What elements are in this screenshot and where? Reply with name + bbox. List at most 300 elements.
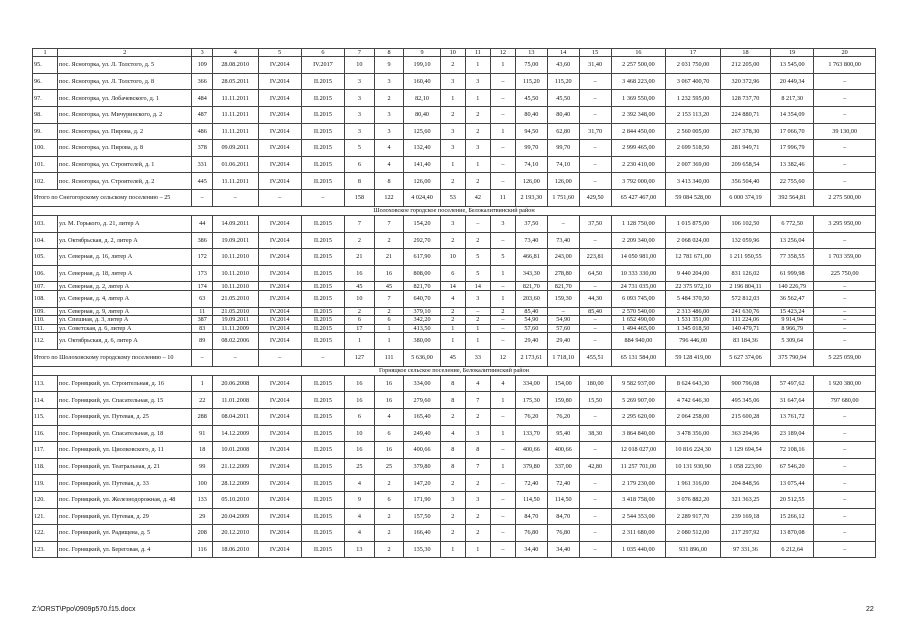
table-cell: IV.2014 <box>258 57 301 74</box>
table-body <box>33 49 876 558</box>
table-cell: 09.09.2011 <box>212 140 258 157</box>
table-cell: 223,81 <box>579 249 611 266</box>
table-cell: 16 <box>374 392 404 409</box>
table-cell: 13 256,04 <box>771 232 814 249</box>
table-cell: II.2015 <box>301 442 344 459</box>
table-cell: 2 <box>374 232 404 249</box>
table-cell: 821,70 <box>515 282 547 291</box>
table-cell: 2 068 024,00 <box>666 232 721 249</box>
table-cell: 10.01.2008 <box>212 442 258 459</box>
address-cell: пос. Ясногорка, ул. Лобачевского, д. 1 <box>58 90 192 107</box>
table-cell: 9 <box>374 57 404 74</box>
address-cell: пос. Ясногорка, ул. Л. Толстого, д. 5 <box>58 57 192 74</box>
table-cell: 21 <box>374 249 404 266</box>
table-cell: 2 080 512,00 <box>666 525 721 542</box>
table-cell: 2 560 005,00 <box>666 123 721 140</box>
table-cell: 2 999 465,00 <box>611 140 666 157</box>
subtotal-row <box>33 189 876 206</box>
table-cell: 2 <box>440 316 465 325</box>
table-cell: 85,40 <box>579 307 611 316</box>
table-cell: 8 217,30 <box>771 90 814 107</box>
table-cell: II.2015 <box>301 324 344 333</box>
table-cell: 4 <box>345 525 375 542</box>
table-cell: – <box>579 232 611 249</box>
table-cell: 11.11.2011 <box>212 106 258 123</box>
table-cell: 2 <box>440 232 465 249</box>
table-cell: 267 378,30 <box>720 123 770 140</box>
table-cell: 884 940,00 <box>611 333 666 350</box>
table-cell: 3 067 400,70 <box>666 73 721 90</box>
table-cell: II.2015 <box>301 156 344 173</box>
table-cell: 7 <box>465 392 490 409</box>
table-cell: 486 <box>192 123 213 140</box>
table-cell: 154,20 <box>404 215 440 232</box>
table-cell: 2 570 540,00 <box>611 307 666 316</box>
table-cell: II.2015 <box>301 525 344 542</box>
address-cell: пос. Ясногорка, ул. Мичуринского, д. 2 <box>58 106 192 123</box>
table-cell: 2 <box>465 525 490 542</box>
table-cell: 2 <box>374 508 404 525</box>
table-row <box>33 215 876 232</box>
table-cell: 20.04.2009 <box>212 508 258 525</box>
table-cell: 10.11.2010 <box>212 265 258 282</box>
table-cell: IV.2014 <box>258 525 301 542</box>
table-cell: 380,00 <box>404 333 440 350</box>
table-cell: 38,30 <box>579 425 611 442</box>
table-cell: 74,10 <box>547 156 579 173</box>
table-cell: 13 761,72 <box>771 409 814 426</box>
address-cell: ул. М. Горького, д. 21, литер А <box>58 215 192 232</box>
row-number: 113. <box>33 375 58 392</box>
table-cell: 1 652 490,00 <box>611 316 666 325</box>
table-cell: 572 812,03 <box>720 290 770 307</box>
table-cell: 106 102,50 <box>720 215 770 232</box>
table-cell: 21.12.2009 <box>212 458 258 475</box>
table-row <box>33 73 876 90</box>
table-cell: 1 035 440,00 <box>611 541 666 558</box>
table-cell: 9 582 937,00 <box>611 375 666 392</box>
table-cell: 133,70 <box>515 425 547 442</box>
subtotal-cell: 392 564,81 <box>771 189 814 206</box>
table-cell: – <box>579 525 611 542</box>
table-cell: 15,50 <box>579 392 611 409</box>
table-cell: 140 479,71 <box>720 324 770 333</box>
address-cell: пос. Горняцкий, ул. Театральная, д. 21 <box>58 458 192 475</box>
table-cell: 5 <box>490 249 515 266</box>
table-cell: IV.2014 <box>258 140 301 157</box>
table-cell: 343,30 <box>515 265 547 282</box>
table-cell: 6 093 745,00 <box>611 290 666 307</box>
table-cell: 2 230 410,00 <box>611 156 666 173</box>
table-cell: 821,70 <box>547 282 579 291</box>
table-cell: 2 <box>440 508 465 525</box>
table-cell: – <box>814 316 876 325</box>
section-title: Горняцкое сельское поселение, Белокалитвинский район <box>33 366 876 375</box>
table-cell: 2 311 680,00 <box>611 525 666 542</box>
table-cell: II.2015 <box>301 375 344 392</box>
subtotal-cell: 45 <box>440 349 465 366</box>
table-cell: 1 <box>490 425 515 442</box>
table-cell: 109 <box>192 57 213 74</box>
subtotal-cell: – <box>192 349 213 366</box>
table-cell: 31,40 <box>579 57 611 74</box>
table-cell: 487 <box>192 106 213 123</box>
table-cell: 6 772,50 <box>771 215 814 232</box>
table-cell: 17 <box>345 324 375 333</box>
table-cell: 831 126,02 <box>720 265 770 282</box>
address-cell: пос. Горняцкий, ул. Путевая, д. 25 <box>58 409 192 426</box>
table-cell: 3 <box>440 73 465 90</box>
table-cell: 356 504,40 <box>720 173 770 190</box>
table-cell: 154,00 <box>547 375 579 392</box>
table-cell: 8 <box>465 442 490 459</box>
row-number: 108. <box>33 290 58 307</box>
table-cell: 11.01.2008 <box>212 392 258 409</box>
table-cell: 1 232 595,00 <box>666 90 721 107</box>
column-number: 4 <box>212 49 258 57</box>
table-cell: 21.05.2010 <box>212 290 258 307</box>
table-cell: 808,00 <box>404 265 440 282</box>
table-cell: 14.12.2009 <box>212 425 258 442</box>
table-cell: II.2015 <box>301 173 344 190</box>
subtotal-cell: 158 <box>345 189 375 206</box>
table-cell: IV.2014 <box>258 442 301 459</box>
table-cell: 13 382,46 <box>771 156 814 173</box>
table-cell: 08.02.2006 <box>212 333 258 350</box>
table-cell: IV.2014 <box>258 541 301 558</box>
table-cell: 2 <box>440 57 465 74</box>
table-cell: 11.11.2009 <box>212 324 258 333</box>
table-cell: IV.2014 <box>258 425 301 442</box>
table-cell: 10 <box>345 57 375 74</box>
table-cell: – <box>490 333 515 350</box>
table-cell: 42,80 <box>579 458 611 475</box>
table-cell: 10.11.2010 <box>212 282 258 291</box>
table-cell: 224 880,71 <box>720 106 770 123</box>
table-cell: 400,66 <box>547 442 579 459</box>
table-cell: IV.2014 <box>258 173 301 190</box>
table-cell: 22 <box>192 392 213 409</box>
table-cell: 5 484 370,50 <box>666 290 721 307</box>
column-number: 16 <box>611 49 666 57</box>
table-cell: 4 <box>345 508 375 525</box>
row-number: 117. <box>33 442 58 459</box>
table-cell: – <box>579 90 611 107</box>
table-cell: 172 <box>192 249 213 266</box>
table-cell: 225 750,00 <box>814 265 876 282</box>
table-cell: 39 130,00 <box>814 123 876 140</box>
row-number: 112. <box>33 333 58 350</box>
table-cell: 34,40 <box>515 541 547 558</box>
table-cell: 2 <box>374 307 404 316</box>
table-cell: II.2015 <box>301 541 344 558</box>
table-cell: 54,90 <box>547 316 579 325</box>
table-cell: 1 <box>465 90 490 107</box>
table-cell: 6 <box>345 156 375 173</box>
table-cell: 7 <box>345 215 375 232</box>
subtotal-cell: – <box>301 189 344 206</box>
table-cell: 14 <box>440 282 465 291</box>
table-cell: 16 <box>374 375 404 392</box>
column-number: 14 <box>547 49 579 57</box>
table-cell: 2 289 917,70 <box>666 508 721 525</box>
table-cell: 3 <box>374 106 404 123</box>
table-cell: 45,50 <box>515 90 547 107</box>
table-cell: 17 996,79 <box>771 140 814 157</box>
table-cell: – <box>547 215 579 232</box>
table-cell: IV.2014 <box>258 475 301 492</box>
table-cell: – <box>579 508 611 525</box>
table-cell: 208 <box>192 525 213 542</box>
subtotal-cell: 12 <box>490 349 515 366</box>
address-cell: ул. Северная, д. 4, литер А <box>58 290 192 307</box>
table-cell: – <box>490 73 515 90</box>
table-cell: – <box>579 173 611 190</box>
table-cell: 2 <box>465 232 490 249</box>
section-header-row <box>33 206 876 215</box>
table-row <box>33 442 876 459</box>
table-cell: – <box>579 140 611 157</box>
table-cell: 3 <box>374 73 404 90</box>
address-cell: ул. Октябрьская, д. 6, литер А <box>58 333 192 350</box>
table-cell: 3 <box>490 215 515 232</box>
table-cell: – <box>579 333 611 350</box>
table-cell: – <box>814 409 876 426</box>
table-cell: 7 <box>374 215 404 232</box>
table-cell: 63 <box>192 290 213 307</box>
column-number: 1 <box>33 49 58 57</box>
table-cell: 28.12.2009 <box>212 475 258 492</box>
table-cell: 3 <box>440 492 465 509</box>
table-cell: 14 050 981,00 <box>611 249 666 266</box>
table-cell: – <box>814 333 876 350</box>
row-number: 116. <box>33 425 58 442</box>
table-cell: IV.2014 <box>258 508 301 525</box>
table-cell: 8 <box>440 458 465 475</box>
table-cell: 6 <box>374 492 404 509</box>
table-cell: 1 <box>192 375 213 392</box>
table-cell: 12 781 671,00 <box>666 249 721 266</box>
table-cell: 3 418 758,00 <box>611 492 666 509</box>
table-cell: 160,40 <box>404 73 440 90</box>
table-cell: II.2015 <box>301 249 344 266</box>
table-cell: 10.11.2010 <box>212 249 258 266</box>
table-row <box>33 249 876 266</box>
table-cell: 12 018 027,00 <box>611 442 666 459</box>
table-cell: 8 <box>440 392 465 409</box>
table-cell: 76,80 <box>515 525 547 542</box>
table-cell: 6 <box>440 265 465 282</box>
table-cell: 445 <box>192 173 213 190</box>
table-cell: – <box>490 409 515 426</box>
subtotal-cell: 1 751,60 <box>547 189 579 206</box>
table-cell: 334,00 <box>404 375 440 392</box>
table-cell: 13 075,44 <box>771 475 814 492</box>
table-cell: 6 <box>345 316 375 325</box>
column-number: 10 <box>440 49 465 57</box>
housing-resettlement-table <box>32 48 876 558</box>
table-cell: IV.2014 <box>258 333 301 350</box>
table-cell: 11.11.2011 <box>212 90 258 107</box>
table-cell: – <box>547 307 579 316</box>
table-cell: 1 <box>440 156 465 173</box>
table-cell: 11.11.2011 <box>212 173 258 190</box>
table-cell: 4 <box>374 409 404 426</box>
table-cell: 8 624 643,30 <box>666 375 721 392</box>
table-cell: 4 <box>345 475 375 492</box>
table-cell: 4 <box>490 375 515 392</box>
table-cell: IV.2014 <box>258 492 301 509</box>
table-cell: 1 <box>465 57 490 74</box>
table-cell: 83 184,36 <box>720 333 770 350</box>
table-cell: 379,80 <box>404 458 440 475</box>
table-cell: 20 512,55 <box>771 492 814 509</box>
table-cell: 1 <box>490 265 515 282</box>
column-number: 2 <box>58 49 192 57</box>
table-cell: 165,40 <box>404 409 440 426</box>
table-cell: 2 <box>345 307 375 316</box>
table-cell: 16 <box>345 392 375 409</box>
address-cell: пос. Ясногорка, ул. Л. Толстого, д. 8 <box>58 73 192 90</box>
row-number: 115. <box>33 409 58 426</box>
table-cell: 23 189,04 <box>771 425 814 442</box>
table-cell: – <box>579 409 611 426</box>
table-row <box>33 90 876 107</box>
table-cell: II.2015 <box>301 316 344 325</box>
table-cell: 2 257 500,00 <box>611 57 666 74</box>
table-cell: 10 <box>440 249 465 266</box>
subtotal-cell: 42 <box>465 189 490 206</box>
table-cell: – <box>579 324 611 333</box>
column-number: 11 <box>465 49 490 57</box>
table-row <box>33 57 876 74</box>
row-number: 106. <box>33 265 58 282</box>
table-cell: 3 <box>374 123 404 140</box>
table-cell: 3 <box>465 290 490 307</box>
subtotal-cell: 65 131 584,00 <box>611 349 666 366</box>
table-cell: 2 <box>465 409 490 426</box>
column-number: 6 <box>301 49 344 57</box>
subtotal-cell: 53 <box>440 189 465 206</box>
address-cell: пос. Ясногорка, ул. Пирова, д. 2 <box>58 123 192 140</box>
table-cell: 2 <box>465 106 490 123</box>
table-cell: 14 354,09 <box>771 106 814 123</box>
row-number: 95. <box>33 57 58 74</box>
table-row <box>33 333 876 350</box>
column-number: 9 <box>404 49 440 57</box>
address-cell: пос. Ясногорка, ул. Строителей, д. 1 <box>58 156 192 173</box>
table-cell: 76,20 <box>515 409 547 426</box>
table-cell: 3 076 882,20 <box>666 492 721 509</box>
table-cell: 2 <box>465 508 490 525</box>
table-cell: 13 870,08 <box>771 525 814 542</box>
table-cell: 72,40 <box>515 475 547 492</box>
table-cell: 166,40 <box>404 525 440 542</box>
table-cell: 3 413 340,00 <box>666 173 721 190</box>
table-cell: 175,30 <box>515 392 547 409</box>
table-cell: 209 658,54 <box>720 156 770 173</box>
table-cell: 37,50 <box>515 215 547 232</box>
table-row <box>33 290 876 307</box>
table-cell: 1 961 316,00 <box>666 475 721 492</box>
row-number: 122. <box>33 525 58 542</box>
subtotal-cell: – <box>212 189 258 206</box>
table-cell: 3 <box>440 123 465 140</box>
subtotal-cell: 59 084 528,00 <box>666 189 721 206</box>
table-cell: 1 <box>490 123 515 140</box>
table-cell: 3 478 356,00 <box>666 425 721 442</box>
table-cell: 2 699 518,50 <box>666 140 721 157</box>
row-number: 107. <box>33 282 58 291</box>
table-cell: 132 059,96 <box>720 232 770 249</box>
table-cell: – <box>490 324 515 333</box>
table-cell: 05.10.2010 <box>212 492 258 509</box>
row-number: 120. <box>33 492 58 509</box>
table-cell: 8 <box>440 375 465 392</box>
table-cell: 1 <box>440 541 465 558</box>
table-cell: 1 763 800,00 <box>814 57 876 74</box>
table-cell: 8 <box>440 442 465 459</box>
table-cell: 3 <box>345 106 375 123</box>
subtotal-cell: 2 173,61 <box>515 349 547 366</box>
subtotal-cell: 2 275 500,00 <box>814 189 876 206</box>
subtotal-cell: 5 627 374,06 <box>720 349 770 366</box>
table-cell: 2 031 750,00 <box>666 57 721 74</box>
table-cell: IV.2014 <box>258 458 301 475</box>
table-row <box>33 475 876 492</box>
table-cell: 5 <box>465 249 490 266</box>
table-cell: 61 999,98 <box>771 265 814 282</box>
table-row <box>33 316 876 325</box>
address-cell: пос. Горняцкий, ул. Путевая, д. 33 <box>58 475 192 492</box>
table-cell: 2 <box>440 475 465 492</box>
table-cell: 2 <box>440 173 465 190</box>
table-cell: 24 731 035,00 <box>611 282 666 291</box>
column-number: 19 <box>771 49 814 57</box>
table-cell: 2 209 340,00 <box>611 232 666 249</box>
subtotal-cell: – <box>301 349 344 366</box>
table-cell: IV.2014 <box>258 156 301 173</box>
table-cell: 85,40 <box>515 307 547 316</box>
table-cell: 279,60 <box>404 392 440 409</box>
table-cell: 114,50 <box>547 492 579 509</box>
table-cell: 73,40 <box>547 232 579 249</box>
address-cell: ул. Советская, д. 6, литер А <box>58 324 192 333</box>
table-cell: 16 <box>374 442 404 459</box>
table-cell: – <box>814 106 876 123</box>
table-cell: 10 <box>345 290 375 307</box>
row-number: 123. <box>33 541 58 558</box>
row-number: 98. <box>33 106 58 123</box>
table-cell: – <box>579 492 611 509</box>
table-cell: – <box>490 90 515 107</box>
table-cell: 44 <box>192 215 213 232</box>
table-cell: IV.2014 <box>258 232 301 249</box>
column-number: 18 <box>720 49 770 57</box>
row-number: 121. <box>33 508 58 525</box>
table-cell: 6 <box>374 316 404 325</box>
table-cell: 2 313 486,00 <box>666 307 721 316</box>
table-cell: 126,00 <box>404 173 440 190</box>
table-cell: 1 920 380,00 <box>814 375 876 392</box>
column-number: 17 <box>666 49 721 57</box>
table-cell: 1 494 465,00 <box>611 324 666 333</box>
table-cell: – <box>579 282 611 291</box>
table-cell: 331 <box>192 156 213 173</box>
table-row <box>33 232 876 249</box>
table-cell: – <box>814 458 876 475</box>
table-cell: 640,70 <box>404 290 440 307</box>
